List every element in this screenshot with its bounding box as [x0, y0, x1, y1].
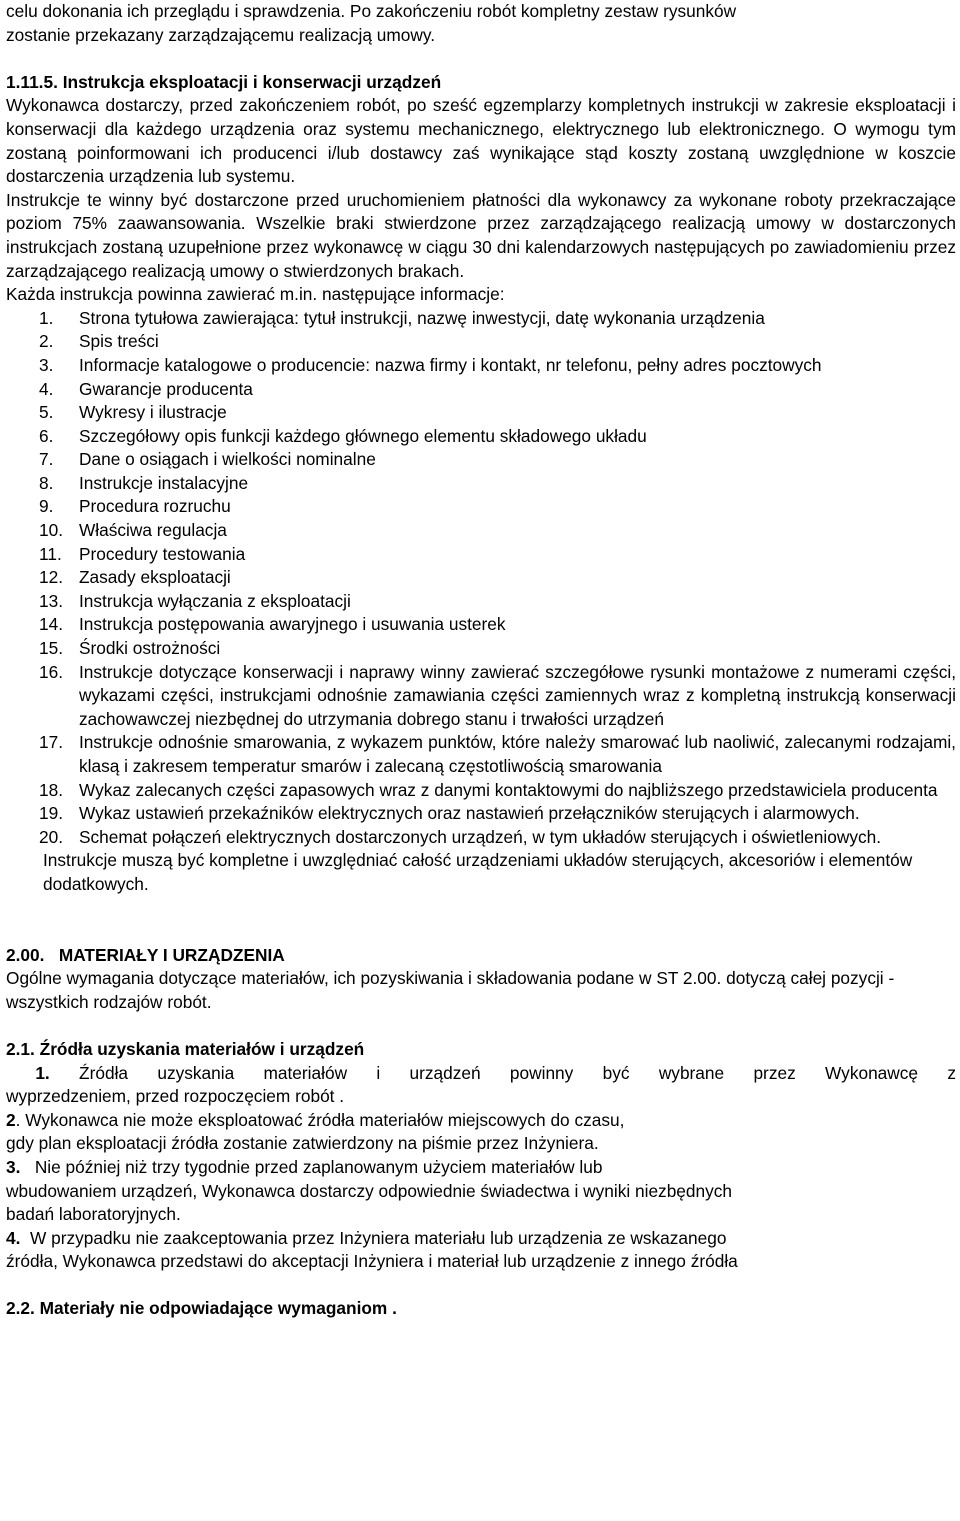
section-title: Materiały nie odpowiadające wymaganiom . — [39, 1298, 397, 1319]
list-item: 17. Instrukcje odnośnie smarowania, z wykazem punktów, które należy smarować lub naoliwić, zalecanymi rodzajami, klasą i zakresem temperatur smarów i zalecaną częstotliwością smarowania — [39, 732, 956, 776]
list-item: 7. Dane o osiągach i wielkości nominalne — [39, 449, 376, 470]
section-number: 2.2. — [6, 1298, 35, 1319]
section-2-1-paragraph-2-line-2: gdy plan eksploatacji źródła zostanie zatwierdzony na piśmie przez Inżyniera. — [6, 1133, 599, 1154]
section-2-1-paragraph-4-line-1: 4. W przypadku nie zaakceptowania przez Inżyniera materiału lub urządzenia ze wskazanego — [6, 1227, 727, 1248]
list-item: 14. Instrukcja postępowania awaryjnego i usuwania usterek — [39, 614, 506, 635]
list-item: 5. Wykresy i ilustracje — [39, 402, 227, 423]
list-item: 13. Instrukcja wyłączania z eksploatacji — [39, 590, 351, 611]
list-item: 4. Gwarancje producenta — [39, 378, 253, 399]
section-1-11-5-closing: Instrukcje muszą być kompletne i uwzględniać całość urządzeniami układów sterujących, akcesoriów i elementów dodatkowych. — [43, 850, 913, 894]
section-title: Źródła uzyskania materiałów i urządzeń — [39, 1038, 365, 1059]
section-2-1-paragraph-2-line-1: 2. Wykonawca nie może eksploatować źródła materiałów miejscowych do czasu, — [6, 1109, 625, 1130]
section-2-1-paragraph-3-line-2: wbudowaniem urządzeń, Wykonawca dostarczy odpowiednie świadectwa i wyniki niezbędnych — [6, 1180, 733, 1201]
list-item: 20. Schemat połączeń elektrycznych dostarczonych urządzeń, w tym układów sterujących i oświetleniowych. — [39, 826, 882, 847]
section-title: Instrukcja eksploatacji i konserwacji urządzeń — [62, 71, 442, 92]
list-item: 16. Instrukcje dotyczące konserwacji i naprawy winny zawierać szczegółowe rysunki montażowe z numerami części, wykazami części, instrukcjami odnośnie zamawiania części zamiennych wraz z kompletną instrukcją konserwacji zachowawczej niezbędnej do utrzymania dobrego stanu i trwałości urządzeń — [39, 661, 956, 729]
section-2-00-paragraph: Ogólne wymagania dotyczące materiałów, ich pozyskiwania i składowania podane w ST 2.00. dotyczą całej pozycji - wszystkich rodzajów robót. — [6, 968, 895, 1012]
section-number: 2.1. — [6, 1038, 35, 1059]
section-1-11-5-heading — [6, 71, 956, 95]
section-1-11-5-paragraph-3: Każda instrukcja powinna zawierać m.in. następujące informacje: — [6, 284, 505, 305]
section-2-2-heading — [6, 1297, 956, 1321]
section-2-1-paragraph-1-line-1: 1. Źródła uzyskania materiałów i urządzeń powinny być wybrane przez Wykonawcę z — [35, 1062, 956, 1083]
section-1-11-5-paragraph-2: Instrukcje te winny być dostarczone przed uruchomieniem płatności dla wykonawcy za wykonane roboty przekraczające poziom 75% zaawansowania. Wszelkie braki stwierdzone przez zarządzającego realizacją umowy w dostarczonych instrukcjach zostaną uzupełnione przez wykonawcę w ciągu 30 dni kalendarzowych następujących po zawiadomieniu przez zarządzającego realizacją umowy o stwierdzonych brakach. — [6, 189, 956, 281]
section-number: 1.11.5. — [6, 71, 58, 92]
section-2-1-heading — [6, 1038, 956, 1062]
section-2-00-heading — [6, 944, 956, 968]
list-item: 9. Procedura rozruchu — [39, 496, 231, 517]
list-item: 1. Strona tytułowa zawierająca: tytuł instrukcji, nazwę inwestycji, datę wykonania urządzenia — [39, 307, 765, 328]
intro-line-2: zostanie przekazany zarządzającemu realizacją umowy. — [6, 24, 436, 45]
list-item: 11. Procedury testowania — [39, 543, 246, 564]
section-1-11-5-paragraph-1: Wykonawca dostarczy, przed zakończeniem robót, po sześć egzemplarzy kompletnych instrukcji w zakresie eksploatacji i konserwacji dla każdego urządzenia oraz systemu mechanicznego, elektrycznego lub elektronicznego. O wymogu tym zostaną poinformowani ich producenci i/lub dostawcy zaś wynikające stąd koszty zostaną uwzględnione w koszcie dostarczenia urządzenia lub systemu. — [6, 95, 956, 187]
list-item: 6. Szczegółowy opis funkcji każdego głównego elementu składowego układu — [39, 425, 647, 446]
document-page — [6, 0, 956, 1321]
instruction-contents-list — [6, 307, 956, 850]
section-2-1-paragraph-3-line-1: 3. Nie później niż trzy tygodnie przed zaplanowanym użyciem materiałów lub — [6, 1156, 603, 1177]
intro-line-1: celu dokonania ich przeglądu i sprawdzenia. Po zakończeniu robót kompletny zestaw rysunków — [6, 1, 737, 21]
section-2-1-paragraph-1-line-2: wyprzedzeniem, przed rozpoczęciem robót . — [6, 1086, 345, 1107]
section-title: MATERIAŁY I URZĄDZENIA — [58, 944, 285, 965]
list-item: 15. Środki ostrożności — [39, 638, 221, 659]
list-item: 12. Zasady eksploatacji — [39, 567, 231, 588]
list-item: 10. Właściwa regulacja — [39, 520, 227, 541]
list-item: 8. Instrukcje instalacyjne — [39, 472, 249, 493]
list-item: 18. Wykaz zalecanych części zapasowych wraz z danymi kontaktowymi do najbliższego przedstawiciela producenta — [39, 779, 938, 800]
list-item: 2. Spis treści — [39, 331, 159, 352]
section-2-1-paragraph-3-line-3: badań laboratoryjnych. — [6, 1204, 181, 1225]
list-item: 19. Wykaz ustawień przekaźników elektrycznych oraz nastawień przełączników sterujących i alarmowych. — [39, 803, 860, 824]
list-item: 3. Informacje katalogowe o producencie: nazwa firmy i kontakt, nr telefonu, pełny adres pocztowych — [39, 354, 822, 375]
section-2-1-paragraph-4-line-2: źródła, Wykonawca przedstawi do akceptacji Inżyniera i materiał lub urządzenie z innego źródła — [6, 1251, 738, 1272]
section-number: 2.00. — [6, 944, 45, 965]
